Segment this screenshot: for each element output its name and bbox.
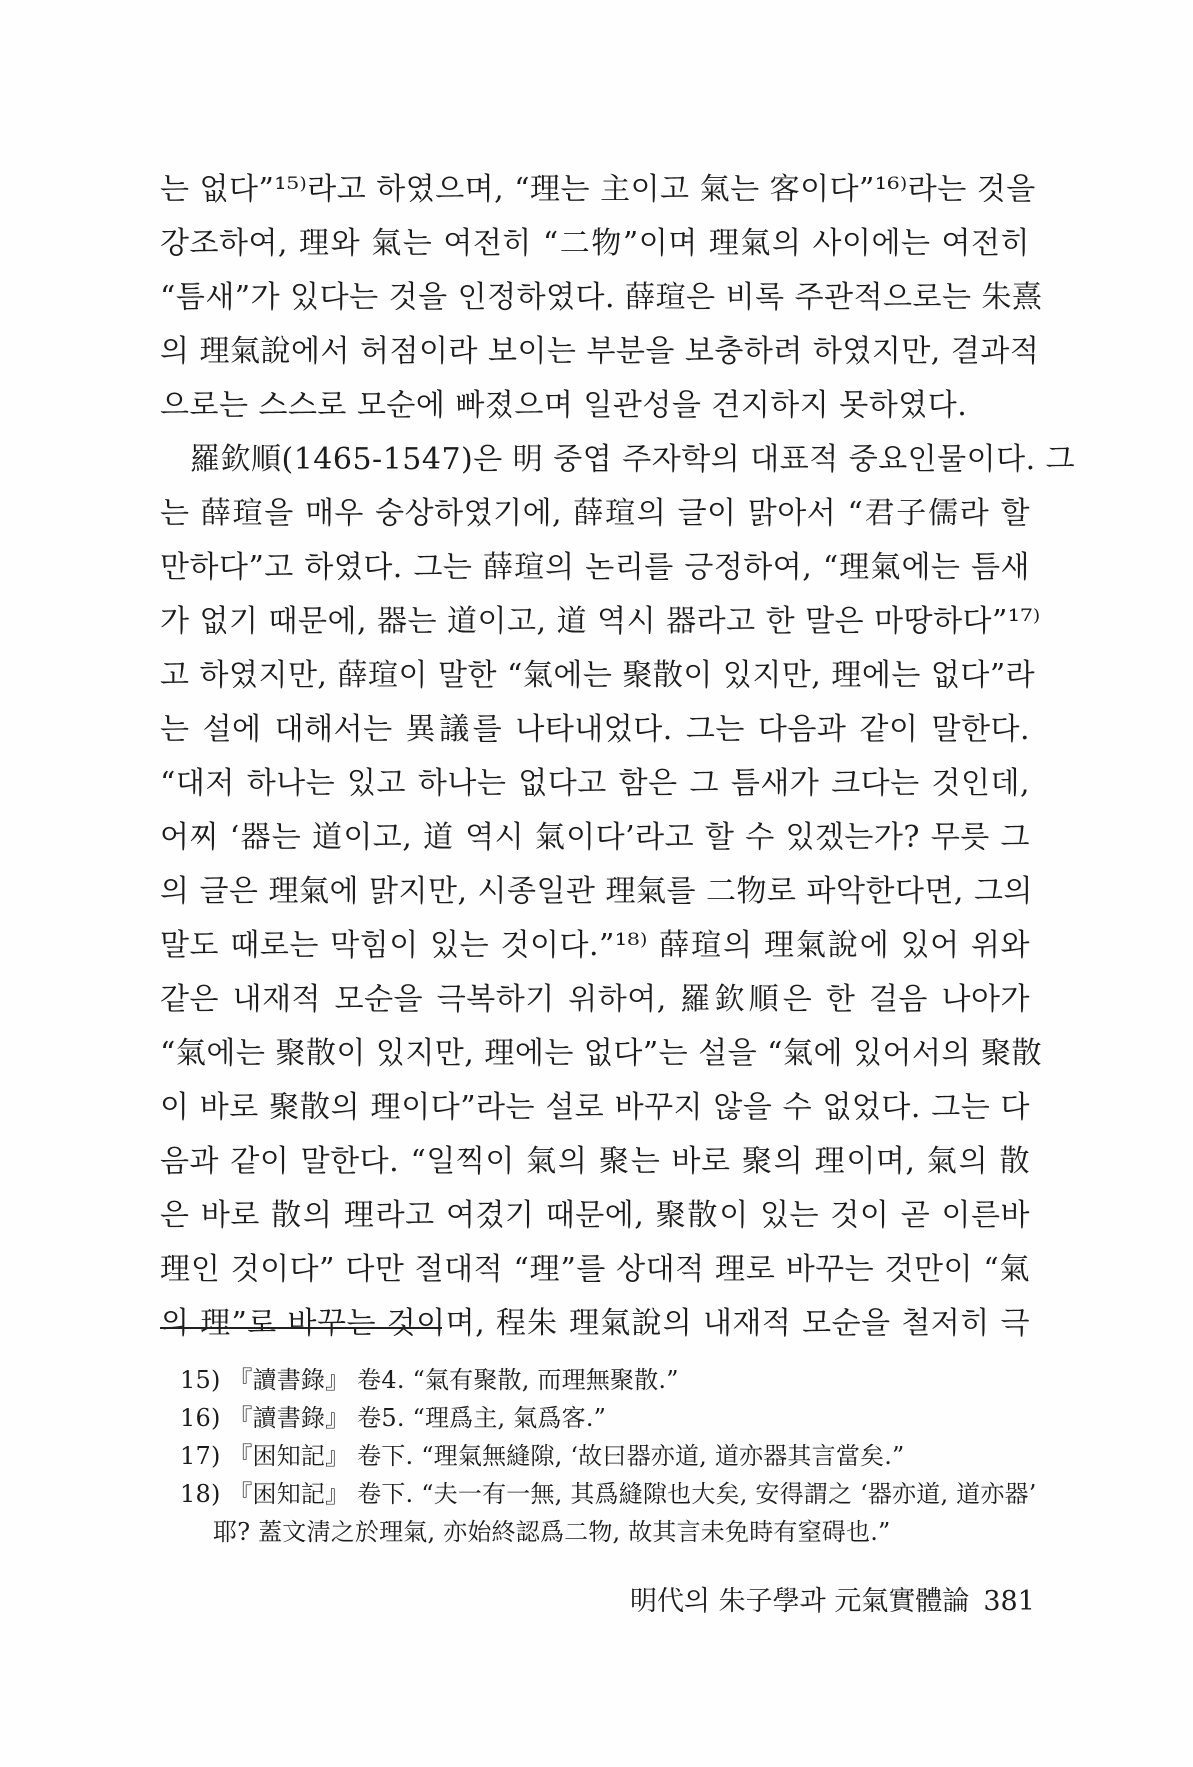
- body-line-19: 음과 같이 말한다. “일찍이 氣의 聚는 바로 聚의 理이며, 氣의 散: [160, 1144, 1030, 1179]
- body-line-11: 는 설에 대해서는 異議를 나타내었다. 그는 다음과 같이 말한다.: [160, 712, 1030, 747]
- page-number: 381: [983, 1586, 1035, 1617]
- running-footer-title: 明代의 朱子學과 元氣實體論: [630, 1586, 970, 1617]
- body-line-8: 만하다”고 하였다. 그는 薛瑄의 논리를 긍정하여, “理氣에는 틈새: [160, 550, 1030, 585]
- body-line-13: 어찌 ‘器는 道이고, 道 역시 氣이다’라고 할 수 있겠는가? 무릇 그: [160, 820, 1030, 855]
- body-line-5: 으로는 스스로 모순에 빠졌으며 일관성을 견지하지 못하였다.: [160, 388, 968, 423]
- body-line-15: 말도 때로는 막힘이 있는 것이다.”¹⁸⁾ 薛瑄의 理氣說에 있어 위와: [160, 928, 1030, 963]
- body-line-6: 羅欽順(1465-1547)은 明 중엽 주자학의 대표적 중요인물이다. 그: [190, 442, 1076, 477]
- body-line-16: 같은 내재적 모순을 극복하기 위하여, 羅欽順은 한 걸음 나아가: [160, 982, 1030, 1017]
- body-line-3: “틈새”가 있다는 것을 인정하였다. 薛瑄은 비록 주관적으로는 朱熹: [160, 280, 1043, 315]
- body-line-17: “氣에는 聚散이 있지만, 理에는 없다”는 설을 “氣에 있어서의 聚散: [160, 1036, 1042, 1071]
- body-line-final: 의 理”로 바꾸는 것이며, 程朱 理氣說의 내재적 모순을 철저히 극: [160, 1306, 1030, 1341]
- body-line-2: 강조하여, 理와 氣는 여전히 “二物”이며 理氣의 사이에는 여전히: [160, 226, 1030, 261]
- running-footer: [630, 1582, 1035, 1622]
- body-line-7: 는 薛瑄을 매우 숭상하였기에, 薛瑄의 글이 맑아서 “君子儒라 할: [160, 496, 1030, 531]
- body-line-9: 가 없기 때문에, 器는 道이고, 道 역시 器라고 한 말은 마땅하다”¹⁷⁾: [160, 604, 1041, 639]
- body-line-18: 이 바로 聚散의 理이다”라는 설로 바꾸지 않을 수 없었다. 그는 다: [160, 1090, 1030, 1125]
- body-line-20: 은 바로 散의 理라고 여겼기 때문에, 聚散이 있는 것이 곧 이른바: [160, 1198, 1030, 1233]
- footnote-15: 15) 『讀書錄』 卷4. “氣有聚散, 而理無聚散.”: [180, 1366, 679, 1394]
- body-line-4: 의 理氣說에서 허점이라 보이는 부분을 보충하려 하였지만, 결과적: [160, 334, 1040, 369]
- footnote-17: 17) 『困知記』 卷下. “理氣無縫隙, ‘故曰器亦道, 道亦器其言當矣.”: [180, 1442, 905, 1470]
- footnote-18: 18) 『困知記』 卷下. “夫一有一無, 其爲縫隙也大矣, 安得謂之 ‘器亦道, 道亦器’: [180, 1480, 1037, 1508]
- body-line-21: 理인 것이다” 다만 절대적 “理”를 상대적 理로 바꾸는 것만이 “氣: [160, 1252, 1030, 1287]
- body-line-12: “대저 하나는 있고 하나는 없다고 함은 그 틈새가 크다는 것인데,: [160, 766, 1030, 801]
- body-line-14: 의 글은 理氣에 맑지만, 시종일관 理氣를 二物로 파악한다면, 그의: [160, 874, 1033, 909]
- footnote-18-continued: 耶? 蓋文淸之於理氣, 亦始終認爲二物, 故其言未免時有窒碍也.”: [213, 1518, 891, 1546]
- body-line-10: 고 하였지만, 薛瑄이 말한 “氣에는 聚散이 있지만, 理에는 없다”라: [160, 658, 1036, 693]
- body-line-1: 는 없다”¹⁵⁾라고 하였으며, “理는 主이고 氣는 客이다”¹⁶⁾라는 것을: [160, 172, 1036, 207]
- footnote-16: 16) 『讀書錄』 卷5. “理爲主, 氣爲客.”: [180, 1404, 607, 1432]
- footnote-divider: [160, 1327, 442, 1329]
